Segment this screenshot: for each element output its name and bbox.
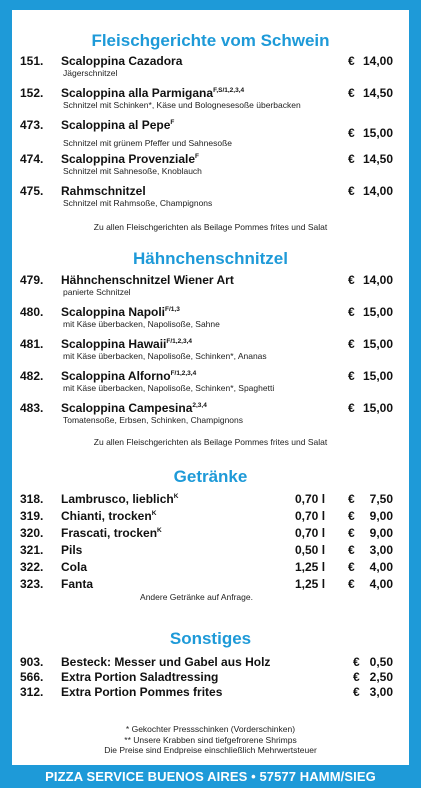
- item-name: Scaloppina Campesina$^{2,3,4}$: [61, 401, 207, 415]
- currency-symbol: €: [348, 577, 355, 591]
- currency-symbol: €: [348, 560, 355, 574]
- item-volume: 0,50 l: [295, 543, 326, 557]
- item-price: 14,00: [362, 273, 393, 287]
- menu-card: [12, 10, 409, 765]
- section-haehnchen: [12, 248, 409, 448]
- footer-restaurant-address: PIZZA SERVICE BUENOS AIRES • 57577 HAMM/SIEG: [45, 769, 376, 784]
- item-price: 15,00: [362, 337, 393, 351]
- item-number: 475.: [20, 184, 44, 198]
- item-number: 483.: [20, 401, 44, 415]
- item-number: 480.: [20, 305, 44, 319]
- item-volume: 0,70 l: [295, 526, 326, 540]
- extra-row: [12, 655, 409, 670]
- drink-row: [12, 577, 409, 592]
- item-number: 474.: [20, 152, 44, 166]
- item-name: Scaloppina alla Parmigana$^{F,S/1,2,3,4}$: [61, 86, 245, 100]
- currency-symbol: €: [348, 337, 355, 351]
- item-name: Hähnchenschnitzel Wiener Art: [61, 273, 234, 287]
- item-price: 14,50: [362, 152, 393, 166]
- item-description: panierte Schnitzel: [63, 287, 131, 297]
- item-number: 481.: [20, 337, 44, 351]
- item-price: 14,00: [362, 54, 393, 68]
- menu-item: [12, 305, 409, 337]
- drink-row: [12, 543, 409, 560]
- item-name: Scaloppina Napoli$^{F/1,3}$: [61, 305, 180, 319]
- item-volume: 0,70 l: [295, 492, 326, 506]
- currency-symbol: €: [348, 543, 355, 557]
- item-description: Schnitzel mit Sahnesoße, Knoblauch: [63, 166, 202, 176]
- item-description: Jägerschnitzel: [63, 68, 118, 78]
- item-number: 473.: [20, 118, 44, 132]
- allergen-codes: F,S/1,2,3,4: [213, 87, 245, 94]
- allergen-codes: 2,3,4: [192, 402, 207, 409]
- section-getraenke: [12, 466, 409, 603]
- item-number: 479.: [20, 273, 44, 287]
- item-description: Schnitzel mit Rahmsoße, Champignons: [63, 198, 213, 208]
- extra-row: [12, 670, 409, 685]
- item-name: Besteck: Messer und Gabel aus Holz: [61, 655, 271, 669]
- item-price: 3,00: [369, 543, 393, 557]
- item-name: Scaloppina Hawaii$^{F/1,2,3,4}$: [61, 337, 193, 351]
- currency-symbol: €: [353, 685, 360, 699]
- section-title: Sonstiges: [169, 629, 252, 648]
- allergen-codes: K: [173, 493, 179, 500]
- item-number: 903.: [20, 655, 44, 669]
- footnotes: [12, 724, 409, 756]
- currency-symbol: €: [348, 305, 355, 319]
- menu-item: [12, 86, 409, 118]
- item-price: 14,50: [362, 86, 393, 100]
- side-dish-note: Zu allen Fleischgerichten als Beilage Pommes frites und Salat: [93, 222, 328, 232]
- item-name: Extra Portion Pommes frites: [61, 685, 223, 699]
- item-description: mit Käse überbacken, Napolisoße, Schinken*, Spaghetti: [63, 383, 275, 393]
- item-name: Cola: [61, 560, 88, 574]
- item-price: 15,00: [362, 369, 393, 383]
- menu-item: [12, 184, 409, 216]
- footnote-shrimps: ** Unsere Krabben sind tiefgefrorene Shrimps: [124, 734, 297, 745]
- item-price: 15,00: [362, 401, 393, 415]
- item-number: 321.: [20, 543, 44, 557]
- item-price: 4,00: [369, 560, 393, 574]
- item-description: Schnitzel mit grünem Pfeffer und Sahnesoße: [63, 138, 232, 148]
- item-name: Scaloppina Cazadora: [61, 54, 183, 68]
- item-name: Fanta: [61, 577, 94, 591]
- item-number: 320.: [20, 526, 44, 540]
- currency-symbol: €: [348, 369, 355, 383]
- currency-symbol: €: [348, 54, 355, 68]
- item-price: 15,00: [362, 305, 393, 319]
- item-number: 566.: [20, 670, 44, 684]
- drinks-note: Andere Getränke auf Anfrage.: [140, 592, 253, 602]
- allergen-codes: F/1,2,3,4: [166, 338, 193, 345]
- menu-item: [12, 369, 409, 401]
- item-price: 9,00: [369, 526, 393, 540]
- currency-symbol: €: [348, 492, 355, 506]
- item-description: mit Käse überbacken, Napolisoße, Sahne: [63, 319, 220, 329]
- item-price: 3,00: [369, 685, 393, 699]
- section-schwein: [12, 30, 409, 233]
- extra-row: [12, 685, 409, 700]
- allergen-codes: F/1,3: [165, 306, 180, 313]
- menu-item: [12, 401, 409, 433]
- section-sonstiges: [12, 628, 409, 700]
- item-price: 15,00: [362, 126, 393, 140]
- item-name: Lambrusco, lieblich$^K$: [61, 492, 179, 506]
- menu-item: [12, 152, 409, 184]
- currency-symbol: €: [348, 526, 355, 540]
- footnote-vat: Die Preise sind Endpreise einschließlich Mehrwertsteuer: [104, 745, 317, 755]
- item-number: 318.: [20, 492, 44, 506]
- item-number: 322.: [20, 560, 44, 574]
- item-price: 7,50: [369, 492, 393, 506]
- item-price: 0,50: [369, 655, 393, 669]
- drink-row: [12, 560, 409, 577]
- allergen-codes: K: [157, 527, 162, 534]
- currency-symbol: €: [348, 184, 355, 198]
- item-price: 2,50: [369, 670, 393, 684]
- item-number: 482.: [20, 369, 44, 383]
- allergen-codes: F: [170, 119, 175, 126]
- item-number: 312.: [20, 685, 44, 699]
- currency-symbol: €: [353, 670, 360, 684]
- item-volume: 0,70 l: [295, 509, 326, 523]
- menu-item: [12, 118, 409, 152]
- item-number: 319.: [20, 509, 44, 523]
- item-description: Tomatensoße, Erbsen, Schinken, Champignons: [63, 415, 244, 425]
- item-name: Pils: [61, 543, 83, 557]
- allergen-codes: F/1,2,3,4: [170, 370, 197, 377]
- allergen-codes: K: [151, 510, 157, 517]
- item-name: Scaloppina al Pepe$^F$: [61, 118, 175, 132]
- currency-symbol: €: [348, 152, 355, 166]
- menu-item: [12, 54, 409, 86]
- item-number: 323.: [20, 577, 44, 591]
- drink-row: [12, 509, 409, 526]
- side-dish-note: Zu allen Fleischgerichten als Beilage Pommes frites und Salat: [93, 437, 328, 447]
- item-number: 151.: [20, 54, 44, 68]
- item-name: Scaloppina Alforno$^{F/1,2,3,4}$: [61, 369, 197, 383]
- item-volume: 1,25 l: [295, 560, 326, 574]
- item-number: 152.: [20, 86, 44, 100]
- menu-item: [12, 337, 409, 369]
- item-volume: 1,25 l: [295, 577, 326, 591]
- currency-symbol: €: [353, 655, 360, 669]
- currency-symbol: €: [348, 86, 355, 100]
- footnote-ham: * Gekochter Pressschinken (Vorderschinken): [125, 724, 296, 734]
- item-description: Schnitzel mit Schinken*, Käse und Bolognesesoße überbacken: [63, 100, 301, 110]
- drink-row: [12, 526, 409, 543]
- currency-symbol: €: [348, 401, 355, 415]
- item-price: 9,00: [369, 509, 393, 523]
- item-name: Scaloppina Provenziale$^F$: [61, 152, 200, 166]
- drink-row: [12, 492, 409, 509]
- currency-symbol: €: [348, 273, 355, 287]
- section-title: Getränke: [173, 467, 248, 486]
- item-description: mit Käse überbacken, Napolisoße, Schinken*, Ananas: [63, 351, 267, 361]
- item-name: Extra Portion Saladtressing: [61, 670, 219, 684]
- currency-symbol: €: [348, 509, 355, 523]
- menu-item: [12, 273, 409, 305]
- section-title: Hähnchenschnitzel: [133, 249, 288, 268]
- item-price: 4,00: [369, 577, 393, 591]
- allergen-codes: F: [195, 153, 200, 160]
- section-title: Fleischgerichte vom Schwein: [91, 31, 330, 50]
- item-name: Frascati, trocken$^K$: [61, 526, 162, 540]
- currency-symbol: €: [348, 126, 355, 140]
- item-price: 14,00: [362, 184, 393, 198]
- item-name: Chianti, trocken$^K$: [61, 509, 157, 523]
- item-name: Rahmschnitzel: [61, 184, 146, 198]
